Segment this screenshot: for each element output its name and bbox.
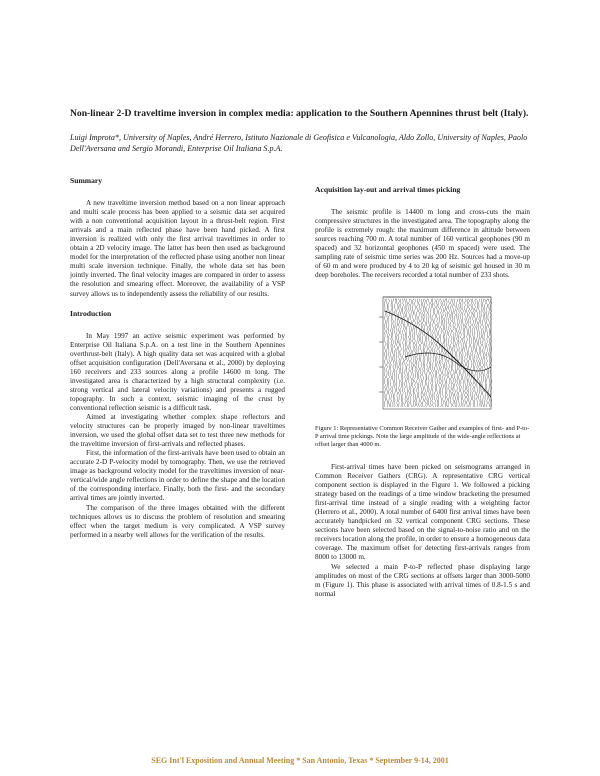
picking-paragraph: First-arrival times have been picked on seismograms arranged in Common Receiver Gathers (CRG). A representative CRG vertical component section is displayed in the Figure 1. We followed a picking strategy based on the readings of a time window bracketing the presumed first-arrival time instead of a single reading with a weighting factor (Herrero et al., 2000). A total number of 6400 first arrival times have been accurately handpicked on 32 vertical component CRG sections. These sections have been selected based on the signal-to-noise ratio and on the receivers location along the profile, in order to ensure a homogeneous data coverage. The maximum offset for detecting first-arrivals ranges from 8000 to 13000 m.: [315, 463, 530, 562]
summary-heading: Summary: [70, 176, 103, 185]
seismic-gather-figure: [375, 287, 497, 415]
intro-paragraph: In May 1997 an active seismic experiment was performed by Enterprise Oil Italiana S.p.A. on a test line in the Southern Apennines overthrust-belt (Italy). A high quality data set was acquired with a global offset acquisition configuration (Dell'Aversana et al., 2000) by deploying 160 receivers and 233 sources along a profile 14600 m long. The investigated area is characterized by a high structural complexity (i.e. strong vertical and lateral velocity variations) and presents a rugged topography. In such a context, seismic imaging of the crust by conventional reflection seismic is a difficult task.: [70, 331, 285, 412]
right-column-bottom: [315, 463, 530, 599]
intro-paragraph: First, the information of the first-arrivals have been used to obtain an accurate 2-D P-velocity model by tomography. Then, we use the retrieved image as background velocity model for the traveltimes inversion of near-vertical/wide angle reflections in order to define the shape and the location of the corresponding interface. Finally, both the first- and the secondary arrival times are jointly inverted.: [70, 449, 285, 503]
left-column: [70, 176, 285, 540]
acquisition-heading: Acquisition lay-out and arrival times picking: [315, 185, 461, 194]
acquisition-paragraph: The seismic profile is 14400 m long and cross-cuts the main compressive structures in the investigated area. The topography along the profile is extremely rough: the maximum difference in altitude between sources reaching 700 m. A total number of 160 vertical geophones (90 m spaced) and 32 horizontal geophones (450 m spaced) were used. The sampling rate of seismic time series was 200 Hz. Sources had a move-up of 60 m and were produced by 4 to 20 kg of seismic gel housed in 30 m deep boreholes. The receivers recorded a total number of 233 shots.: [315, 208, 530, 280]
paper-authors: Luigi Improta*, University of Naples, André Herrero, Istituto Nazionale di Geofisica e Vulcanologia, Aldo Zollo, University of Naples, Paolo Dell'Aversana and Sergio Morandi, Enterprise Oil Italiana S.p.A.: [70, 133, 528, 153]
right-column-top: [315, 176, 530, 280]
figure-caption: Figure 1: Representative Common Receiver Gather and examples of first- and P-to-P arrival time pickings. Note the large amplitude of the wide-angle reflections at offset larger than 4000 m.: [315, 425, 530, 449]
paper-title: Non-linear 2-D traveltime inversion in complex media: application to the Southern Apennines thrust belt (Italy).: [70, 108, 529, 119]
intro-paragraph: Aimed at investigating whether complex shape reflectors and velocity structures can be properly imaged by non-linear traveltimes inversion, we used the global offset data set to test three new methods for the traveltime inversion of first-arrivals and reflected phases.: [70, 413, 285, 449]
summary-text: A new traveltime inversion method based on a non linear approach and multi scale process has been applied to a seismic data set acquired with a non conventional acquisition layout in a thrust-belt region. First arrivals and a main reflected phase have been hand picked. A first inversion is realized with only the first arrival traveltimes in order to obtain a 2D velocity image. The latter has been then used as background model for the interpretation of the reflected phase using another non linear multi scale inversion technique. Finally, the whole data set has been jointly inverted. The final velocity images are compared in order to assess the resolution and smearing effect. Moreover, the availability of a VSP survey allows us to independently assess the reliability of our results.: [70, 199, 285, 298]
picking-paragraph: We selected a main P-to-P reflected phase displaying large amplitudes on most of the CRG sections at offsets larger than 3000-5000 m (Figure 1). This phase is associated with arrival times of 0.8-1.5 s and normal: [315, 562, 530, 598]
introduction-heading: Introduction: [70, 308, 112, 318]
conference-footer: SEG Int'l Exposition and Annual Meeting * San Antonio, Texas * September 9-14, 2001: [151, 756, 449, 765]
figure-left-ticks: [379, 317, 383, 392]
intro-paragraph: The comparison of the three images obtained with the different techniques allows us to discuss the problem of resolution and smearing effect when the target medium is very complicated. A VSP survey performed in a nearby well allows for the verification of the results.: [70, 503, 285, 539]
